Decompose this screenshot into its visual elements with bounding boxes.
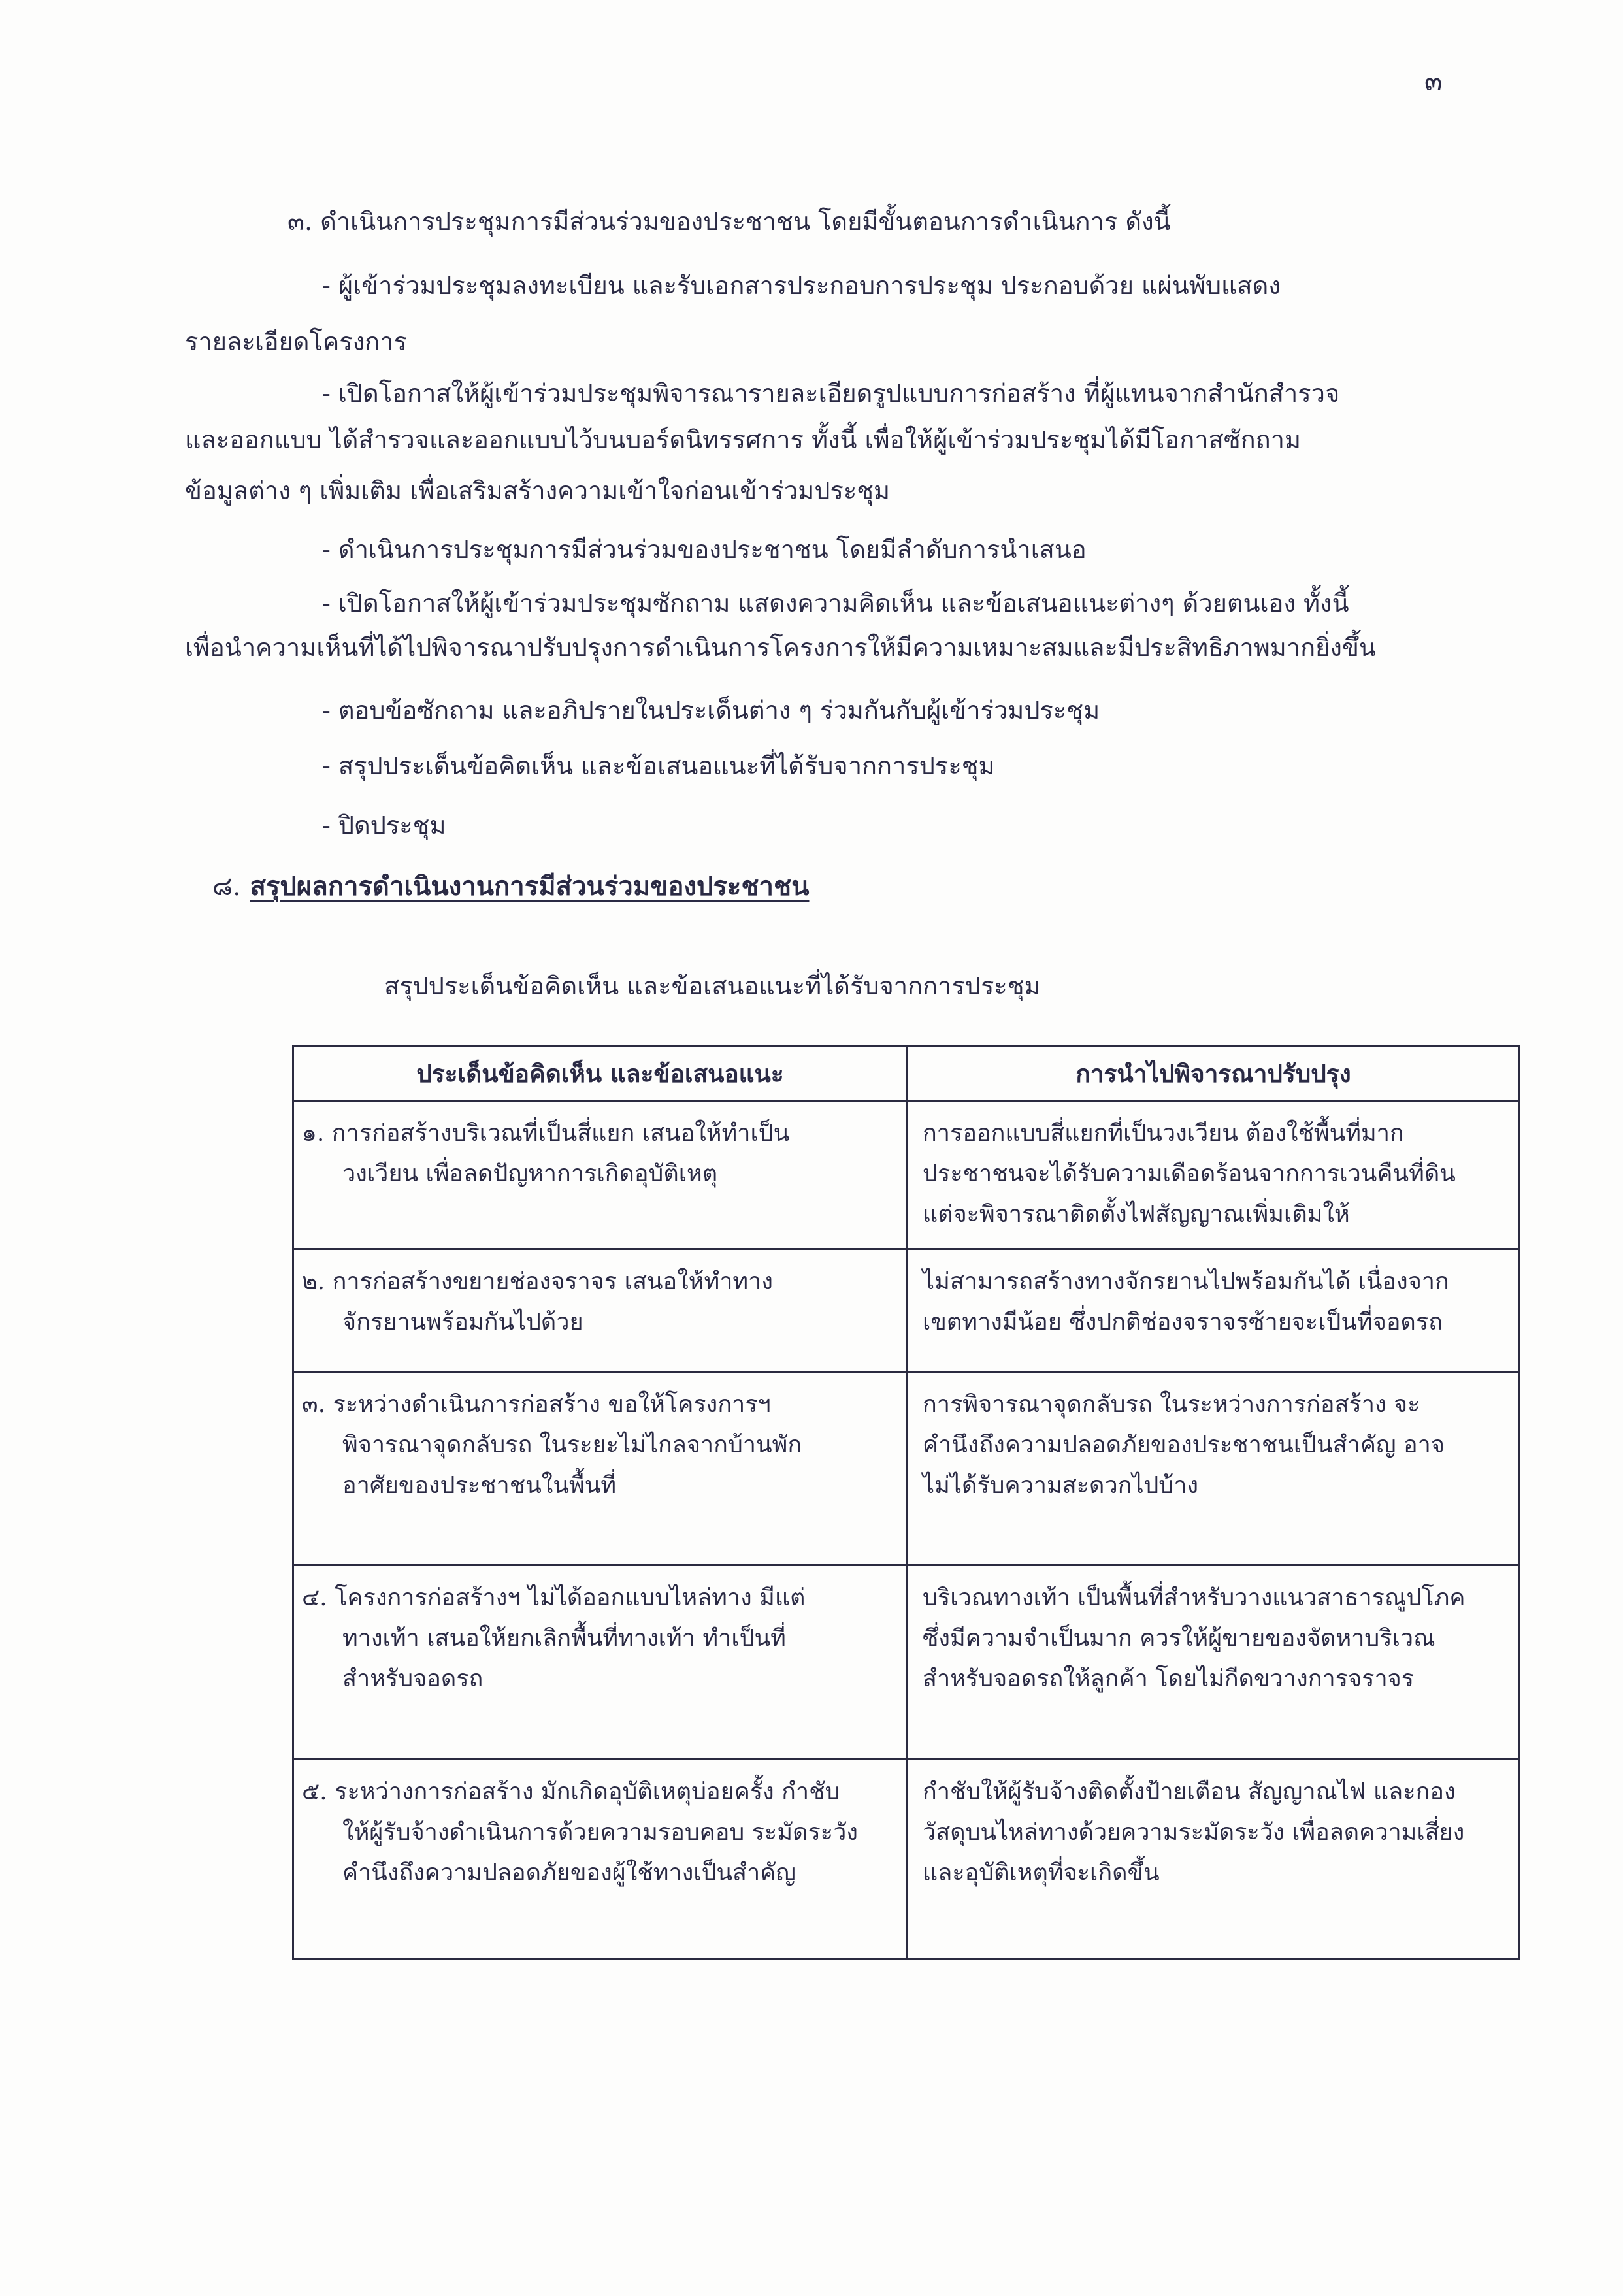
table-row — [293, 1101, 1520, 1249]
step-2-line-3: ข้อมูลต่าง ๆ เพิ่มเติม เพื่อเสริมสร้างความเข้าใจก่อนเข้าร่วมประชุม — [185, 476, 891, 505]
response-line: วัสดุบนไหล่ทางด้วยความระมัดระวัง เพื่อลดความเสี่ยง — [923, 1819, 1465, 1846]
step-2-line-1: - เปิดโอกาสให้ผู้เข้าร่วมประชุมพิจารณารายละเอียดรูปแบบการก่อสร้าง ที่ผู้แทนจากสำนักสำรวจ — [322, 379, 1340, 408]
issue-line: สำหรับจอดรถ — [342, 1665, 484, 1692]
response-line: คำนึงถึงความปลอดภัยของประชาชนเป็นสำคัญ อาจ — [923, 1432, 1445, 1458]
issue-line: ให้ผู้รับจ้างดำเนินการด้วยความรอบคอบ ระมัดระวัง — [342, 1819, 858, 1846]
table-header-row — [293, 1047, 1520, 1101]
response-line: และอุบัติเหตุที่จะเกิดขึ้น — [923, 1860, 1160, 1886]
response-cell — [908, 1101, 1520, 1249]
table-row — [293, 1760, 1520, 1960]
response-line: การพิจารณาจุดกลับรถ ในระหว่างการก่อสร้าง จะ — [923, 1391, 1420, 1418]
table-caption: สรุปประเด็นข้อคิดเห็น และข้อเสนอแนะที่ได้รับจากการประชุม — [384, 972, 1041, 1000]
issue-line: อาศัยของประชาชนในพื้นที่ — [342, 1472, 617, 1499]
issue-line: ๓. ระหว่างดำเนินการก่อสร้าง ขอให้โครงการฯ — [302, 1391, 771, 1418]
response-line: ไม่สามารถสร้างทางจักรยานไปพร้อมกันได้ เนื่องจาก — [923, 1268, 1449, 1295]
page-number: ๓ — [1424, 67, 1443, 97]
issue-line: จักรยานพร้อมกันไปด้วย — [342, 1309, 583, 1336]
response-cell — [908, 1372, 1520, 1566]
issue-line: คำนึงถึงความปลอดภัยของผู้ใช้ทางเป็นสำคัญ — [342, 1860, 796, 1886]
section-3-intro: ๓. ดำเนินการประชุมการมีส่วนร่วมของประชาชน โดยมีขั้นตอนการดำเนินการ ดังนี้ — [287, 207, 1171, 236]
step-2-line-2: และออกแบบ ได้สำรวจและออกแบบไว้บนบอร์ดนิทรรศการ ทั้งนี้ เพื่อให้ผู้เข้าร่วมประชุมได้มีโอกาสซักถาม — [185, 425, 1302, 454]
issue-cell — [293, 1101, 908, 1249]
issue-line: ๕. ระหว่างการก่อสร้าง มักเกิดอุบัติเหตุบ่อยครั้ง กำชับ — [302, 1779, 840, 1805]
issue-cell — [293, 1566, 908, 1760]
section-8-title: สรุปผลการดำเนินงานการมีส่วนร่วมของประชาชน — [250, 871, 810, 902]
response-line: แต่จะพิจารณาติดตั้งไฟสัญญาณเพิ่มเติมให้ — [923, 1201, 1350, 1228]
response-line: ประชาชนจะได้รับความเดือดร้อนจากการเวนคืนที่ดิน — [923, 1160, 1456, 1187]
response-line: สำหรับจอดรถให้ลูกค้า โดยไม่กีดขวางการจราจร — [923, 1665, 1415, 1692]
issue-line: ทางเท้า เสนอให้ยกเลิกพื้นที่ทางเท้า ทำเป็นที่ — [342, 1625, 786, 1652]
issue-line: วงเวียน เพื่อลดปัญหาการเกิดอุบัติเหตุ — [342, 1160, 718, 1187]
header-issue: ประเด็นข้อคิดเห็น และข้อเสนอแนะ — [293, 1047, 908, 1101]
step-3-line-1: - ดำเนินการประชุมการมีส่วนร่วมของประชาชน โดยมีลำดับการนำเสนอ — [322, 535, 1087, 564]
step-5-line-1: - ตอบข้อซักถาม และอภิปรายในประเด็นต่าง ๆ ร่วมกันกับผู้เข้าร่วมประชุม — [322, 696, 1100, 725]
step-1-line-2: รายละเอียดโครงการ — [185, 327, 408, 356]
issue-line: ๑. การก่อสร้างบริเวณที่เป็นสี่แยก เสนอให้ทำเป็น — [302, 1120, 790, 1147]
step-4-line-1: - เปิดโอกาสให้ผู้เข้าร่วมประชุมซักถาม แสดงความคิดเห็น และข้อเสนอแนะต่างๆ ด้วยตนเอง ทั้งนี้ — [322, 589, 1349, 617]
step-4-line-2: เพื่อนำความเห็นที่ได้ไปพิจารณาปรับปรุงการดำเนินการโครงการให้มีความเหมาะสมและมีประสิทธิภาพมากยิ่งขึ้น — [185, 633, 1376, 662]
table-row — [293, 1372, 1520, 1566]
step-1-line-1: - ผู้เข้าร่วมประชุมลงทะเบียน และรับเอกสารประกอบการประชุม ประกอบด้วย แผ่นพับแสดง — [322, 271, 1281, 300]
section-8-heading — [212, 869, 809, 904]
table-row — [293, 1249, 1520, 1372]
response-line: กำชับให้ผู้รับจ้างติดตั้งป้ายเตือน สัญญาณไฟ และกอง — [923, 1779, 1456, 1805]
issue-cell — [293, 1372, 908, 1566]
issue-line: ๒. การก่อสร้างขยายช่องจราจร เสนอให้ทำทาง — [302, 1268, 773, 1295]
response-cell — [908, 1566, 1520, 1760]
response-cell — [908, 1249, 1520, 1372]
issue-cell — [293, 1760, 908, 1960]
step-6-line-1: - สรุปประเด็นข้อคิดเห็น และข้อเสนอแนะที่ได้รับจากการประชุม — [322, 751, 995, 780]
issue-line: ๔. โครงการก่อสร้างฯ ไม่ได้ออกแบบไหล่ทาง มีแต่ — [302, 1584, 806, 1611]
response-line: ไม่ได้รับความสะดวกไปบ้าง — [923, 1472, 1199, 1499]
header-response: การนำไปพิจารณาปรับปรุง — [908, 1047, 1520, 1101]
response-cell — [908, 1760, 1520, 1960]
summary-table — [292, 1045, 1520, 1960]
response-line: บริเวณทางเท้า เป็นพื้นที่สำหรับวางแนวสาธารณูปโภค — [923, 1584, 1466, 1611]
table-row — [293, 1566, 1520, 1760]
step-7-line-1: - ปิดประชุม — [322, 811, 446, 840]
response-line: เขตทางมีน้อย ซึ่งปกติช่องจราจรซ้ายจะเป็นที่จอดรถ — [923, 1309, 1443, 1336]
section-8-number: ๘. — [212, 872, 241, 902]
issue-cell — [293, 1249, 908, 1372]
response-line: ซึ่งมีความจำเป็นมาก ควรให้ผู้ขายของจัดหาบริเวณ — [923, 1625, 1435, 1652]
response-line: การออกแบบสี่แยกที่เป็นวงเวียน ต้องใช้พื้นที่มาก — [923, 1120, 1404, 1147]
issue-line: พิจารณาจุดกลับรถ ในระยะไม่ไกลจากบ้านพัก — [342, 1432, 802, 1458]
